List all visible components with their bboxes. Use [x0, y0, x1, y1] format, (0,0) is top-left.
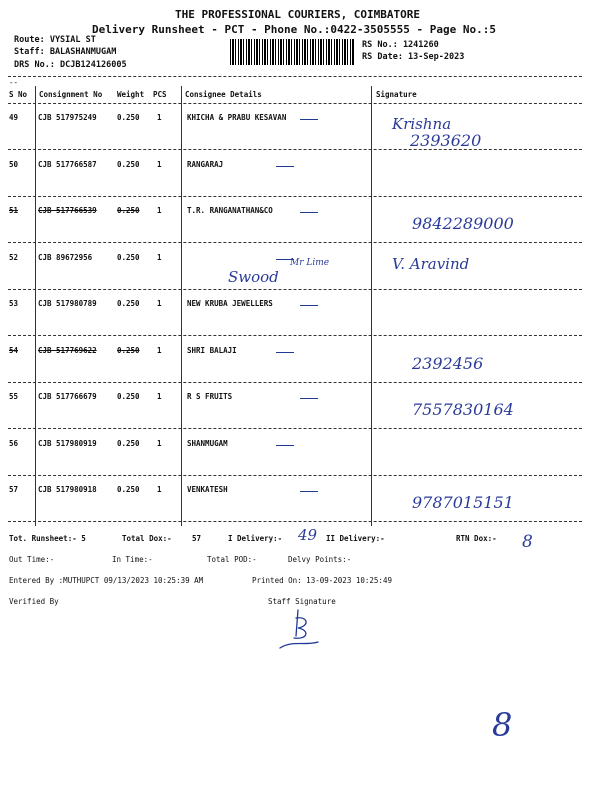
pen-mark: [300, 119, 318, 120]
row-weight: 0.250: [117, 438, 140, 448]
row-consignment: CJB 517766587: [38, 159, 97, 169]
col-header-weight: Weight: [117, 90, 145, 99]
row-pcs: 1: [157, 206, 162, 215]
handwritten-phone: 2393620: [410, 131, 482, 150]
row-weight: 0.250: [117, 113, 140, 122]
row-sno: 53: [9, 299, 19, 308]
row-consignment: CJB 517769622: [38, 345, 97, 355]
staff-label: Staff: BALASHANMUGAM: [14, 47, 117, 57]
marker-text: --: [9, 78, 19, 87]
row-consignee: SHRI BALAJI: [187, 345, 237, 355]
company-title: THE PROFESSIONAL COURIERS, COIMBATORE: [175, 8, 421, 21]
pen-mark: [300, 491, 318, 492]
total-pod: Total POD:-: [207, 555, 257, 564]
pen-mark: [300, 398, 318, 399]
row-consignment: CJB 517980789: [38, 299, 97, 308]
row-sno: 50: [9, 159, 19, 169]
row-pcs: 1: [157, 392, 162, 401]
rs-number: RS No.: 1241260: [362, 40, 439, 50]
row-weight: 0.250: [117, 206, 140, 215]
pen-mark: [300, 212, 318, 213]
col-divider: [35, 86, 36, 526]
handwritten-signature: Krishna: [392, 115, 452, 133]
staff-signature-ink: [278, 608, 328, 653]
handwritten-note: Swood: [228, 268, 279, 286]
row-consignment: CJB 517980919: [38, 438, 97, 448]
col-divider: [371, 86, 372, 526]
row-consignment: CJB 517766539: [38, 206, 97, 215]
row-divider: [8, 428, 582, 429]
entered-by: Entered By :MUTHUPCT 09/13/2023 10:25:39 AM: [9, 576, 204, 585]
row-sno: 49: [9, 113, 19, 122]
pen-mark: [300, 305, 318, 306]
row-weight: 0.250: [117, 252, 140, 262]
row-pcs: 1: [157, 299, 162, 308]
col-header-consignment: Consignment No: [39, 90, 103, 99]
row-pcs: 1: [157, 485, 162, 494]
in-time: In Time:-: [112, 555, 153, 564]
divider: [8, 103, 582, 104]
rtn-dox-label: RTN Dox:-: [456, 534, 497, 543]
drs-number: DRS No.: DCJB124126005: [14, 60, 127, 70]
col-header-consignee: Consignee Details: [185, 90, 262, 99]
row-divider: [8, 382, 582, 383]
row-pcs: 1: [157, 252, 162, 262]
ii-delivery-label: II Delivery:-: [326, 534, 385, 543]
row-weight: 0.250: [117, 159, 140, 169]
row-weight: 0.250: [117, 485, 140, 494]
row-divider: [8, 475, 582, 476]
page-mark-handwritten: 8: [492, 706, 513, 744]
row-sno: 54: [9, 345, 19, 355]
row-consignment: CJB 517766679: [38, 392, 97, 401]
rs-date: RS Date: 13-Sep-2023: [362, 52, 465, 62]
col-divider: [181, 86, 182, 526]
row-sno: 52: [9, 252, 19, 262]
row-consignee: RANGARAJ: [187, 159, 224, 169]
handwritten-phone: 9787015151: [412, 493, 514, 512]
i-delivery-label: I Delivery:-: [228, 534, 283, 543]
row-divider: [8, 335, 582, 336]
row-sno: 51: [9, 206, 19, 215]
row-pcs: 1: [157, 159, 162, 169]
row-weight: 0.250: [117, 345, 140, 355]
divider: [8, 76, 582, 77]
row-consignment: CJB 517975249: [38, 113, 97, 122]
handwritten-phone: 7557830164: [412, 400, 514, 419]
handwritten-signature: V. Aravind: [392, 254, 470, 273]
staff-signature-label: Staff Signature: [268, 597, 336, 606]
row-consignee: KHICHA & PRABU KESAVAN: [187, 113, 287, 122]
handwritten-phone: 2392456: [412, 353, 484, 373]
row-consignee: SHANMUGAM: [187, 438, 228, 448]
barcode: [230, 39, 355, 65]
verified-by: Verified By: [9, 597, 59, 606]
out-time: Out Time:-: [9, 555, 55, 564]
pen-mark: [276, 166, 294, 167]
row-divider: [8, 149, 582, 150]
row-consignment: CJB 89672956: [38, 252, 93, 262]
col-header-pcs: PCS: [153, 90, 167, 99]
row-consignee: R S FRUITS: [187, 392, 233, 401]
row-divider: [8, 521, 582, 522]
total-dox-label: Total Dox:-: [122, 534, 172, 543]
row-weight: 0.250: [117, 299, 140, 308]
handwritten-note: Mr Lime: [290, 258, 330, 268]
row-weight: 0.250: [117, 392, 140, 401]
printed-on: Printed On: 13-09-2023 10:25:49: [252, 576, 392, 585]
row-consignee: VENKATESH: [187, 485, 228, 494]
row-sno: 57: [9, 485, 19, 494]
total-dox-value: 57: [192, 534, 202, 543]
row-sno: 55: [9, 392, 19, 401]
rtn-handwritten: 8: [522, 532, 533, 552]
i-delivery-handwritten: 49: [298, 526, 318, 544]
row-pcs: 1: [157, 113, 162, 122]
row-divider: [8, 242, 582, 243]
pen-mark: [276, 352, 294, 353]
col-header-sno: S No: [9, 90, 28, 99]
row-consignee: NEW KRUBA JEWELLERS: [187, 299, 273, 308]
row-divider: [8, 196, 582, 197]
col-header-signature: Signature: [376, 90, 417, 99]
handwritten-phone: 9842289000: [412, 214, 514, 233]
delvy-points: Delvy Points:-: [288, 555, 352, 564]
row-pcs: 1: [157, 438, 162, 448]
row-consignee: T.R. RANGANATHAN&CO: [187, 206, 273, 215]
row-sno: 56: [9, 438, 19, 448]
route-label: Route: VYSIAL ST: [14, 35, 96, 45]
row-pcs: 1: [157, 345, 162, 355]
row-consignment: CJB 517980918: [38, 485, 97, 494]
tot-runsheet: Tot. Runsheet:- 5: [9, 534, 86, 543]
row-divider: [8, 289, 582, 290]
pen-mark: [276, 445, 294, 446]
runsheet-subtitle: Delivery Runsheet - PCT - Phone No.:0422-3505555 - Page No.:5: [92, 23, 496, 36]
